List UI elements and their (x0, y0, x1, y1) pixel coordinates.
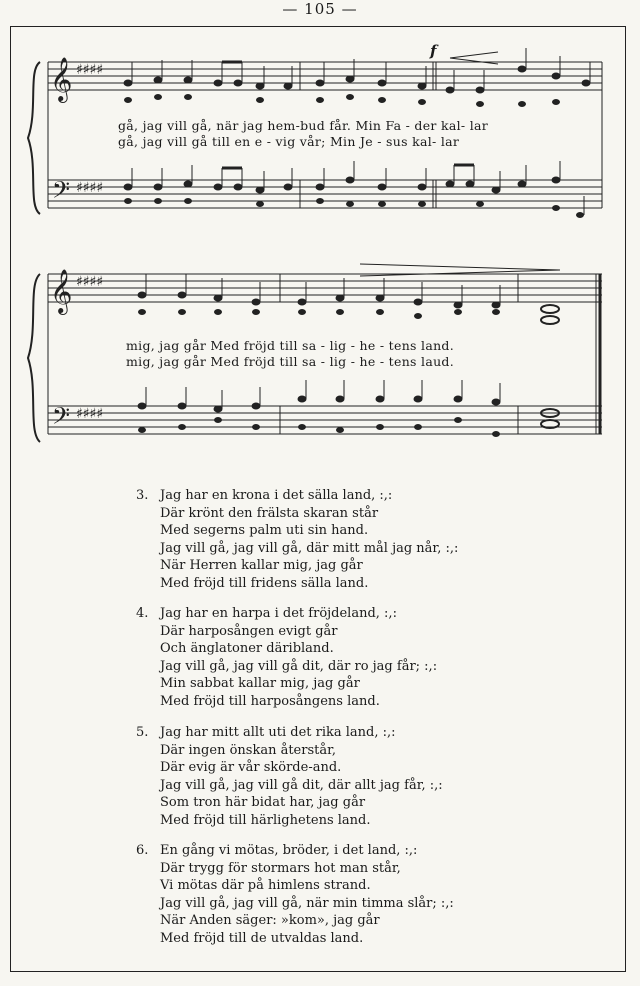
verse-line: Med segerns palm uti sin hand. (160, 523, 369, 538)
lyric-line-2: mig, jag går Med fröjd till sa - lig - he - tens laud. (126, 354, 455, 369)
verse-number: 3. (136, 488, 149, 503)
verse-line: Vi mötas där på himlens strand. (160, 878, 371, 893)
svg-text:♯♯♯♯: ♯♯♯♯ (76, 180, 104, 196)
verse-line: Min sabbat kallar mig, jag går (160, 676, 360, 691)
verse-line: När Anden säger: »kom», jag går (160, 913, 380, 928)
verse-text (160, 724, 580, 829)
svg-text:𝄞: 𝄞 (50, 269, 73, 313)
svg-text:♯♯♯♯: ♯♯♯♯ (76, 274, 104, 290)
verse-line: När Herren kallar mig, jag går (160, 558, 363, 573)
page-number: — 105 — (282, 0, 358, 18)
music-system-1 (10, 40, 610, 230)
verse-line: Där ingen önskan återstår, (160, 742, 337, 758)
verse-line: Där trygg för stormars hot man står, (160, 860, 401, 876)
lyric-line-1: gå, jag vill gå, när jag hem-bud får. Min Fa - der kal- lar (118, 118, 489, 133)
verse-line: Med fröjd till de utvaldas land. (160, 930, 364, 946)
music-system-2 (10, 258, 610, 458)
verse-number: 6. (136, 843, 149, 858)
verse-number: 4. (136, 606, 149, 621)
verse-line: Med fröjd till fridens sälla land. (160, 575, 369, 591)
svg-text:♯♯♯♯: ♯♯♯♯ (76, 406, 104, 422)
verse-line: Jag vill gå, jag vill gå dit, där allt jag får, :,: (160, 777, 443, 793)
svg-text:♯♯♯♯: ♯♯♯♯ (76, 62, 104, 78)
lyric-line-1: mig, jag går Med fröjd till sa - lig - he - tens land. (126, 338, 455, 353)
verse-line: Jag vill gå, jag vill gå, där mitt mål jag når, :,: (160, 540, 459, 556)
verse-line: Där evig är vår skörde-and. (160, 760, 342, 775)
verse-line: Med fröjd till harposångens land. (160, 693, 380, 709)
verse-text (160, 842, 580, 947)
verse-line: Med fröjd till härlighetens land. (160, 812, 371, 828)
verse-line: Jag vill gå, jag vill gå dit, där ro jag får; :,: (160, 658, 438, 674)
verse-line: Jag har en krona i det sälla land, :,: (160, 488, 393, 503)
verse-line: Där harposången evigt går (160, 623, 338, 639)
verse-line: Jag har mitt allt uti det rika land, :,: (160, 725, 396, 740)
verse-line: Och änglatoner däribland. (160, 641, 334, 656)
forte-marking: f (430, 42, 437, 60)
verse-number: 5. (136, 725, 149, 740)
svg-text:𝄞: 𝄞 (50, 57, 73, 101)
verse-line: Jag vill gå, jag vill gå, när min timma slår; :,: (160, 895, 454, 911)
verse-text (160, 605, 580, 710)
verse-line: Jag har en harpa i det fröjdeland, :,: (160, 606, 397, 621)
svg-text:𝄢: 𝄢 (52, 402, 71, 435)
verse-line: En gång vi mötas, bröder, i det land, :,: (160, 843, 418, 858)
verse-line: Som tron här bidat har, jag går (160, 795, 366, 810)
verse-text (160, 487, 580, 592)
verse-line: Där krönt den frälsta skaran står (160, 505, 379, 521)
svg-text:𝄢: 𝄢 (52, 176, 71, 209)
lyric-line-2: gå, jag vill gå till en e - vig vår; Min Je - sus kal- lar (118, 134, 460, 149)
